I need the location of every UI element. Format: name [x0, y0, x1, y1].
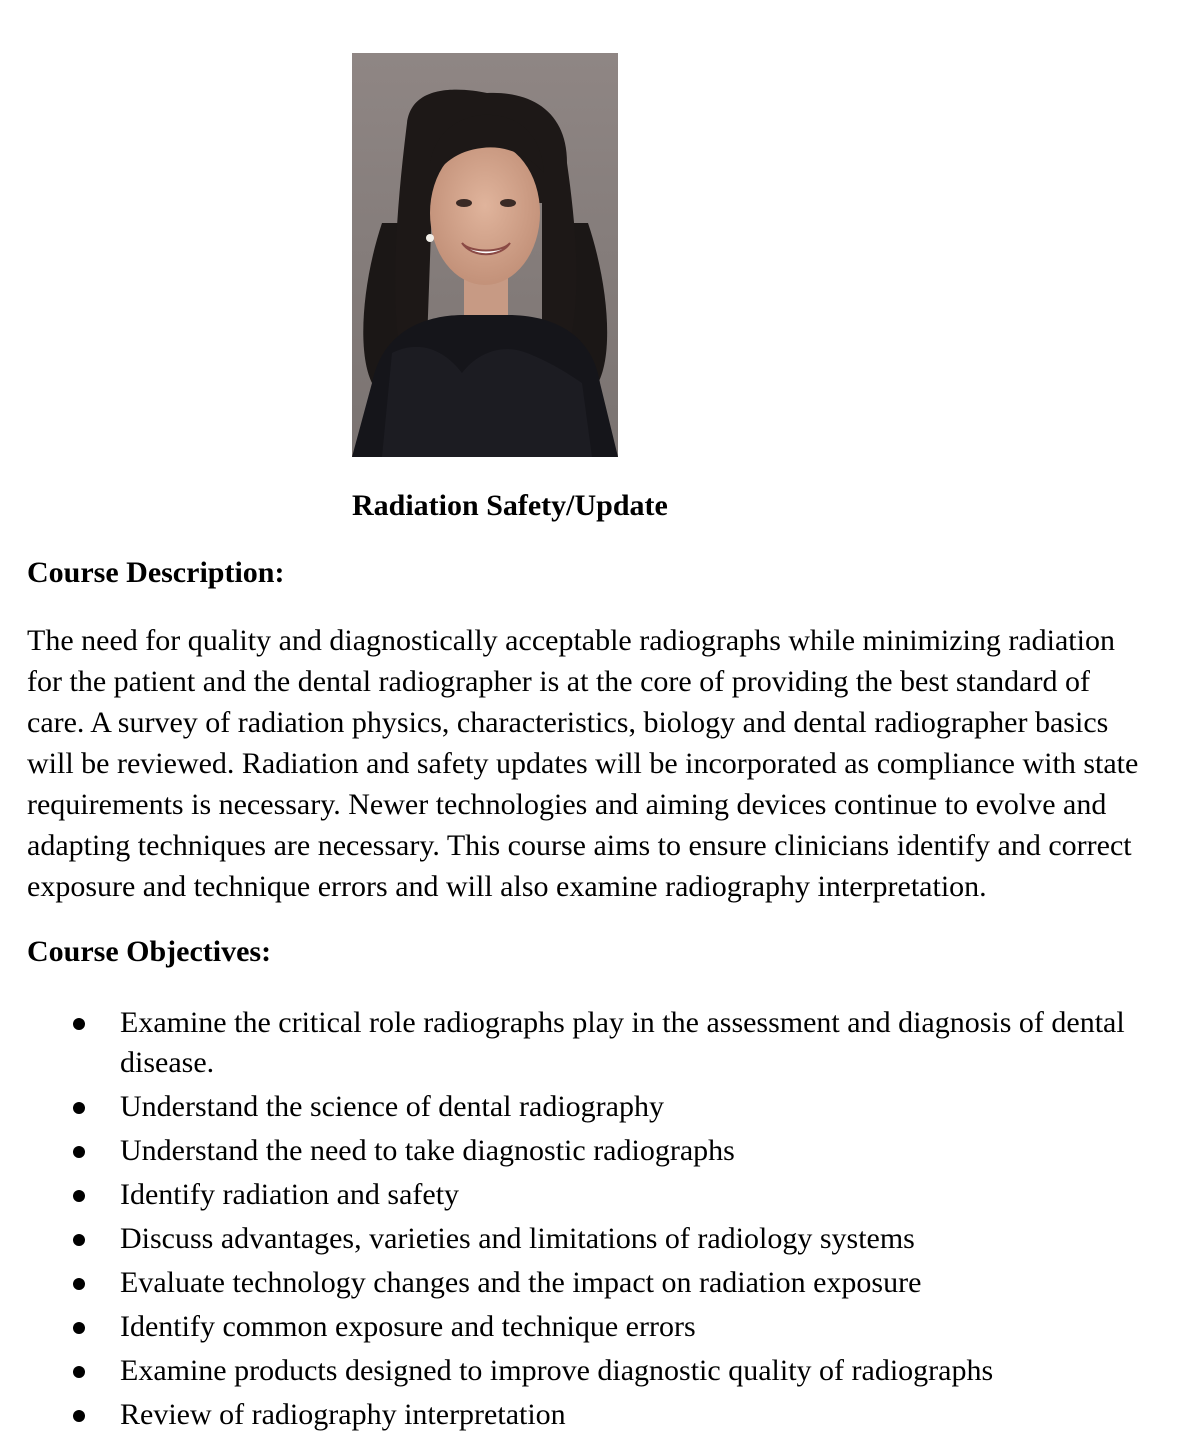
bullet-icon: [73, 1018, 85, 1030]
bullet-icon: [73, 1234, 85, 1246]
bullet-icon: [73, 1410, 85, 1422]
course-objectives-list: [0, 1003, 1200, 1439]
description-line: care. A survey of radiation physics, characteristics, biology and dental radiographer basics: [27, 706, 1109, 739]
objective-text: Examine products designed to improve diagnostic quality of radiographs: [120, 1354, 994, 1387]
bullet-icon: [73, 1146, 85, 1158]
objective-item: [0, 1131, 1180, 1171]
description-line: for the patient and the dental radiographer is at the core of providing the best standard of: [27, 665, 1090, 698]
description-line: adapting techniques are necessary. This course aims to ensure clinicians identify and correct: [27, 829, 1132, 862]
objective-item: [0, 1263, 1180, 1303]
objective-item: [0, 1395, 1180, 1435]
objective-text: Understand the science of dental radiography: [120, 1090, 664, 1123]
description-line: The need for quality and diagnostically acceptable radiographs while minimizing radiation: [27, 624, 1115, 657]
description-line: exposure and technique errors and will also examine radiography interpretation.: [27, 870, 987, 903]
course-objectives-heading: Course Objectives:: [27, 935, 272, 968]
objective-text: Review of radiography interpretation: [120, 1398, 566, 1431]
instructor-photo: [352, 53, 618, 457]
bullet-icon: [73, 1278, 85, 1290]
objective-item: [0, 1087, 1180, 1127]
objective-text: Discuss advantages, varieties and limitations of radiology systems: [120, 1222, 915, 1255]
description-line: will be reviewed. Radiation and safety updates will be incorporated as compliance with state: [27, 747, 1139, 780]
course-description-text: [27, 620, 1192, 907]
objective-item: [0, 1003, 1180, 1083]
bullet-icon: [73, 1102, 85, 1114]
course-description-heading: Course Description:: [27, 556, 285, 589]
bullet-icon: [73, 1190, 85, 1202]
course-title: Radiation Safety/Update: [352, 489, 668, 522]
objective-text: Examine the critical role radiographs play in the assessment and diagnosis of dental disease.: [120, 1006, 1125, 1079]
objective-item: [0, 1175, 1180, 1215]
bullet-icon: [73, 1366, 85, 1378]
objective-item: [0, 1219, 1180, 1259]
objective-text: Identify common exposure and technique errors: [120, 1310, 696, 1343]
bullet-icon: [73, 1322, 85, 1334]
objective-text: Evaluate technology changes and the impact on radiation exposure: [120, 1266, 922, 1299]
objective-item: [0, 1307, 1180, 1347]
description-line: requirements is necessary. Newer technologies and aiming devices continue to evolve and: [27, 788, 1107, 821]
objective-text: Understand the need to take diagnostic radiographs: [120, 1134, 735, 1167]
objective-item: [0, 1351, 1180, 1391]
objective-text: Identify radiation and safety: [120, 1178, 460, 1211]
